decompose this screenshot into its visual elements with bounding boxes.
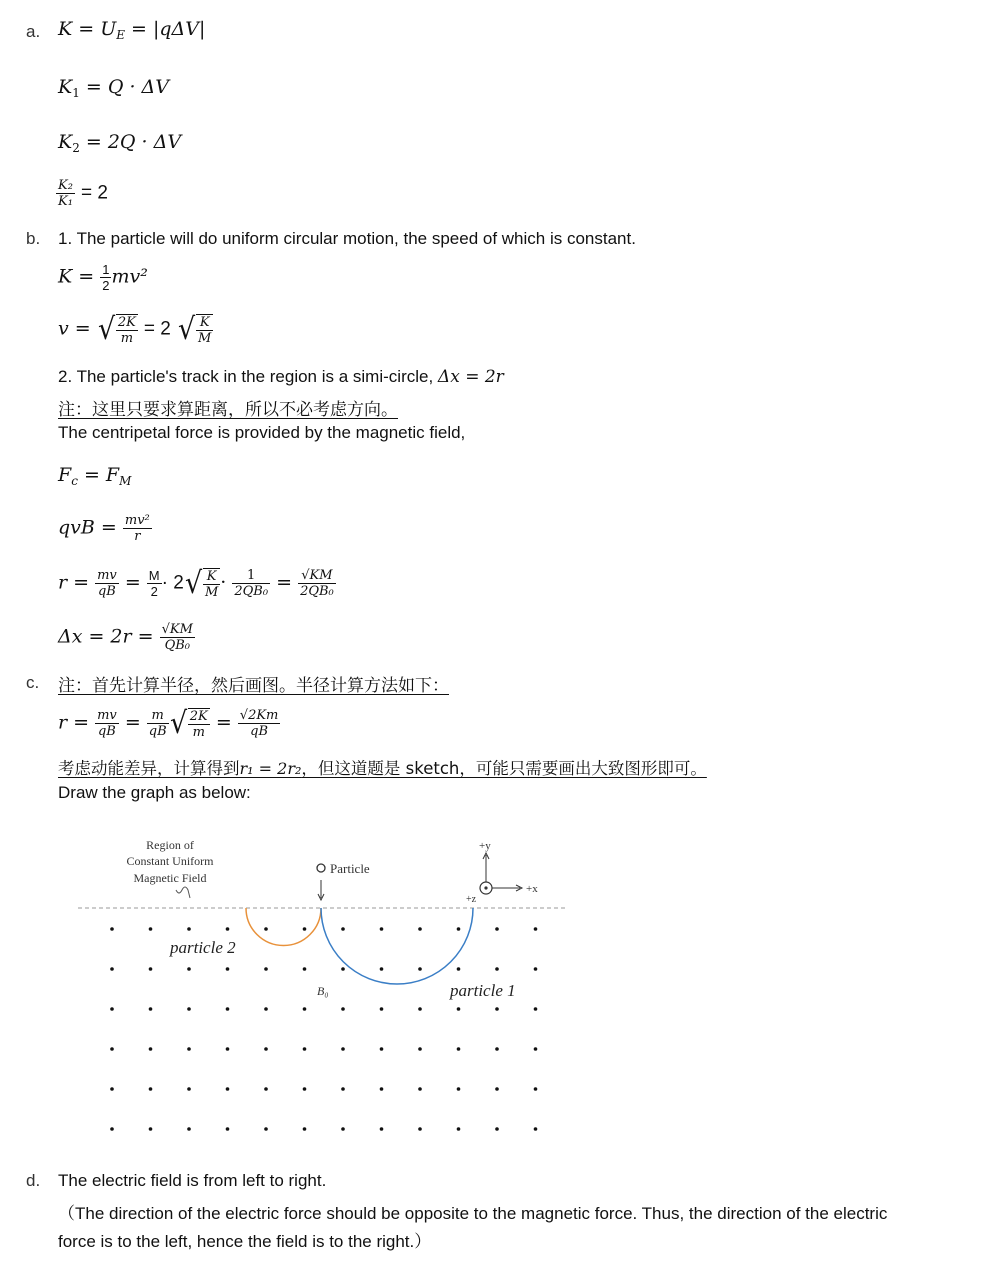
field-dot	[303, 1127, 307, 1131]
field-dot	[534, 1007, 538, 1011]
part-d-label: d.	[26, 1171, 41, 1190]
field-dot	[418, 1127, 422, 1131]
region-label-line3: Magnetic Field	[133, 871, 207, 885]
b-step2: 2. The particle's track in the region is a simi-circle, Δx = 2r	[58, 367, 504, 387]
field-dot	[495, 1007, 499, 1011]
c-draw-text: Draw the graph as below:	[58, 783, 251, 802]
region-label-line2: Constant Uniform	[126, 854, 214, 868]
particle-label: Particle	[330, 861, 370, 876]
eq-radius: r = $\frac{mv}{qB}$ = $\frac{M}{2}$ · 2√ $\frac{K}{M}$ · $\frac{1}{\text{2QB₀}}$ = $\frac{√KM}{\text{2QB₀}}$	[58, 566, 334, 601]
field-dot	[264, 1047, 268, 1051]
field-dot	[341, 1087, 345, 1091]
region-label-line1: Region of	[146, 838, 194, 852]
field-dot	[187, 967, 191, 971]
field-dot	[149, 1127, 153, 1131]
field-dot	[457, 1087, 461, 1091]
field-dot	[380, 1007, 384, 1011]
field-dot	[380, 1127, 384, 1131]
axis-z-label: +z	[466, 894, 477, 905]
field-dot	[418, 1087, 422, 1091]
eq-qvb: qvB = $\frac{\text{mv²}}{r}$	[58, 513, 150, 544]
d-line3: force is to the left, hence the field is to the right.）	[58, 1232, 432, 1251]
field-dot	[495, 967, 499, 971]
eq-k2: $K_2 = 2Q \cdot \Delta V$	[58, 131, 182, 155]
field-dot	[110, 1047, 114, 1051]
field-dot	[110, 1007, 114, 1011]
particle-icon	[317, 864, 325, 872]
part-c-label: c.	[26, 673, 40, 692]
field-dot	[457, 1127, 461, 1131]
field-dot	[418, 1007, 422, 1011]
field-dot	[110, 967, 114, 971]
field-dot	[264, 1087, 268, 1091]
b-step1: 1. The particle will do uniform circular motion, the speed of which is constant.	[58, 229, 636, 248]
field-dot	[341, 927, 345, 931]
field-dot	[226, 1047, 230, 1051]
field-dot	[303, 1087, 307, 1091]
particle-1-label: particle 1	[450, 981, 516, 1000]
eq-radius-general: r = $\frac{mv}{qB}$ = $\frac{m}{qB}$ √ $\frac{2K}{m}$ = $\frac{√2Km}{qB}$	[58, 706, 279, 741]
particle-2-label: particle 2	[170, 938, 236, 957]
field-dot	[149, 967, 153, 971]
region-pointer-squiggle	[176, 887, 190, 898]
field-dot	[187, 1007, 191, 1011]
field-dot	[457, 1007, 461, 1011]
field-dot	[418, 1047, 422, 1051]
field-dot	[380, 1087, 384, 1091]
field-dot	[534, 927, 538, 931]
field-dot	[187, 1047, 191, 1051]
d-line2: （The direction of the electric force should be opposite to the magnetic force. Thus, the direction of the electric	[58, 1204, 888, 1223]
eq-ratio: $\frac{\text{K₂}}{\text{K₁}}$ = 2	[58, 178, 108, 209]
field-dot	[303, 1007, 307, 1011]
field-dot	[226, 1087, 230, 1091]
field-dot	[149, 927, 153, 931]
field-dot	[495, 927, 499, 931]
field-dot	[110, 927, 114, 931]
particle-2-path	[246, 908, 321, 946]
eq-delta-x: Δx = 2r = $\frac{√KM}{\text{QB₀}}$	[58, 622, 193, 653]
b-centripetal-text: The centripetal force is provided by the magnetic field,	[58, 423, 466, 442]
field-dot	[495, 1047, 499, 1051]
field-dot-grid	[110, 927, 537, 1131]
field-dot	[149, 1087, 153, 1091]
axis-x-label: +x	[526, 883, 538, 895]
axis-y-label: +y	[479, 840, 491, 852]
b0-label: B₀	[317, 984, 329, 998]
field-dot	[534, 1127, 538, 1131]
field-dot	[226, 1127, 230, 1131]
eq-kinetic-energy: $K = U_E = |q\Delta V|$	[58, 18, 206, 42]
field-dot	[380, 927, 384, 931]
field-dot	[149, 1047, 153, 1051]
field-dot	[495, 1087, 499, 1091]
field-dot	[418, 967, 422, 971]
field-dot	[534, 967, 538, 971]
field-dot	[534, 1047, 538, 1051]
field-dot	[110, 1087, 114, 1091]
field-dot	[303, 967, 307, 971]
field-dot	[226, 927, 230, 931]
eq-velocity: v = √ $\frac{2K}{m}$ = 2 √ $\frac{K}{M}$	[58, 312, 212, 347]
field-dot	[418, 927, 422, 931]
field-dot	[457, 927, 461, 931]
note-radius-method: 注：首先计算半径，然后画图。半径计算方法如下：	[58, 676, 449, 696]
field-dot	[264, 967, 268, 971]
field-dot	[380, 1047, 384, 1051]
magnetic-field-figure	[70, 830, 580, 1140]
field-dot	[303, 1047, 307, 1051]
field-dot	[303, 927, 307, 931]
field-dot	[457, 1047, 461, 1051]
field-dot	[187, 927, 191, 931]
field-dot	[341, 1127, 345, 1131]
d-line1: The electric field is from left to right.	[58, 1171, 327, 1190]
field-dot	[341, 1007, 345, 1011]
eq-ke: K = $\frac{1}{2}$ mv²	[58, 262, 148, 293]
field-dot	[187, 1087, 191, 1091]
field-dot	[341, 967, 345, 971]
part-a-label: a.	[26, 22, 41, 41]
particle-1-path	[321, 908, 473, 984]
field-dot	[264, 927, 268, 931]
eq-k1: $K_1 = Q \cdot \Delta V$	[58, 76, 169, 100]
field-dot	[187, 1127, 191, 1131]
field-dot	[534, 1087, 538, 1091]
field-dot	[341, 1047, 345, 1051]
field-dot	[457, 967, 461, 971]
field-dot	[149, 1007, 153, 1011]
field-dot	[264, 1127, 268, 1131]
field-dot	[226, 1007, 230, 1011]
field-dot	[495, 1127, 499, 1131]
field-dot	[226, 967, 230, 971]
field-dot	[380, 967, 384, 971]
part-b-label: b.	[26, 229, 41, 248]
note-direction: 注：这里只要求算距离，所以不必考虑方向。	[58, 400, 398, 420]
field-dot	[264, 1007, 268, 1011]
eq-force-balance: $F_c = F_M$	[58, 464, 132, 488]
field-dot	[110, 1127, 114, 1131]
note-kinetic-difference: 考虑动能差异，计算得到r₁ = 2r₂，但这道题是 sketch，可能只需要画出大致图形即可。	[58, 759, 707, 778]
